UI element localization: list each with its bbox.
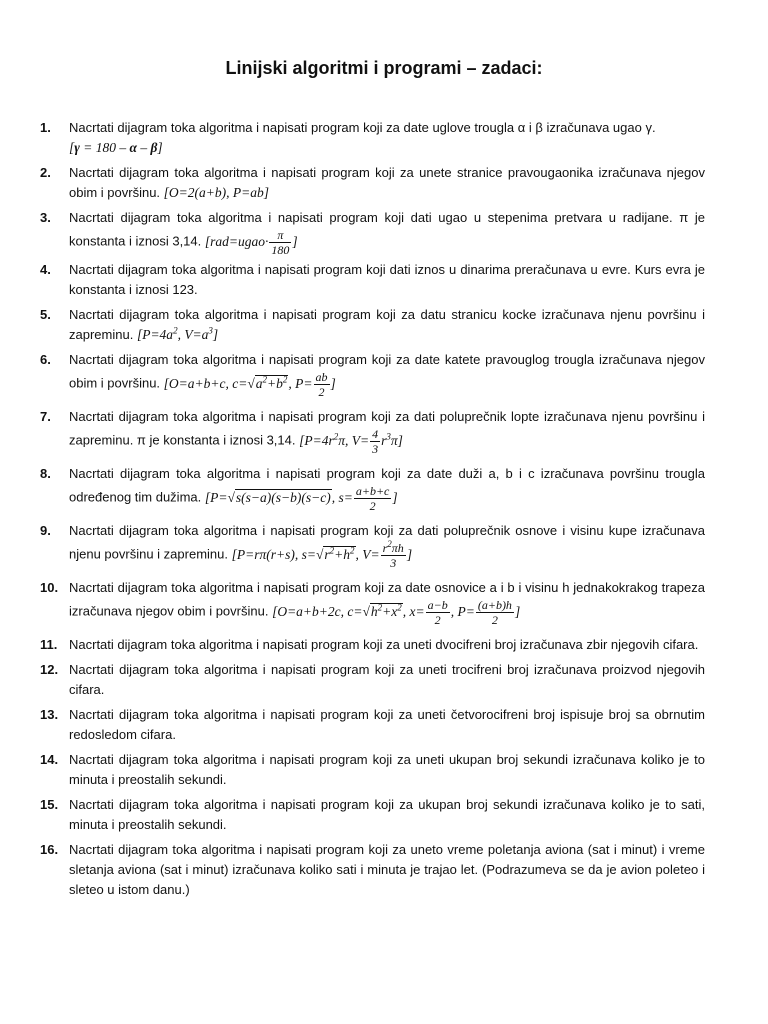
task-formula: [P=√s(s−a)(s−b)(s−c), s= $\frac{a+b+c}{2}$ ]	[204, 484, 398, 513]
task-item	[40, 840, 705, 900]
task-text: Nacrtati dijagram toka algoritma i napisati program koji dati ugao u stepenima pretvara u radijane. π je konstanta i iznosi 3,14.	[69, 210, 705, 249]
task-text: Nacrtati dijagram toka algoritma i napisati program koji za date osnovice a i b i visinu h jednakokrakog trapeza izračunava njegov obim i površinu.	[69, 580, 705, 619]
task-text: Nacrtati dijagram toka algoritma i napisati program koji za date katete pravouglog trougla izračunava njegov obim i površinu.	[69, 352, 705, 391]
task-text: Nacrtati dijagram toka algoritma i napisati program koji za dati poluprečnik osnove i visinu kupe izračunava njenu površinu i zapreminu.	[69, 523, 705, 562]
task-text: Nacrtati dijagram toka algoritma i napisati program koji dati iznos u dinarima preračunava u evre. Kurs evra je konstanta i iznosi 123.	[69, 262, 705, 297]
task-item	[40, 750, 705, 790]
task-item	[40, 705, 705, 745]
task-item	[40, 260, 705, 300]
task-number: 7.	[40, 409, 51, 424]
task-number: 6.	[40, 352, 51, 367]
task-text: Nacrtati dijagram toka algoritma i napisati program koji za ukupan broj sekundi izračunava koliko je to sati, minuta i preostalih sekundi.	[69, 797, 705, 832]
task-item	[40, 350, 705, 399]
task-text: Nacrtati dijagram toka algoritma i napisati program koji za date duži a, b i c izračunava površinu trougla određenog tim dužima.	[69, 466, 705, 505]
task-number: 4.	[40, 262, 51, 277]
task-number: 10.	[40, 580, 59, 595]
task-text: Nacrtati dijagram toka algoritma i napisati program koji za date uglove trougla α i β izračunava ugao γ.	[69, 120, 656, 135]
task-number: 2.	[40, 165, 51, 180]
task-formula: [O=2(a+b), P=ab]	[163, 185, 269, 200]
task-number: 5.	[40, 307, 51, 322]
task-number: 12.	[40, 662, 59, 677]
task-item	[40, 208, 705, 257]
task-formula: [O=a+b+c, $c=√a^2+b^2$, P= $\frac{ab}{2}$ ]	[163, 370, 336, 399]
task-item	[40, 635, 705, 655]
task-number: 16.	[40, 842, 59, 857]
task-text: Nacrtati dijagram toka algoritma i napisati program koji za datu stranicu kocke izračunava njenu površinu i zapreminu.	[69, 307, 705, 342]
task-item	[40, 407, 705, 456]
task-number: 1.	[40, 120, 51, 135]
task-number: 14.	[40, 752, 59, 767]
task-number: 8.	[40, 466, 51, 481]
task-formula: [$P=4r^2\pi$, V= $\frac{4}{3}$ $r^3\pi$]	[299, 427, 403, 456]
task-item	[40, 660, 705, 700]
task-item	[40, 578, 705, 627]
task-formula: [rad=ugao· $\frac{\pi}{180}$ ]	[204, 228, 298, 257]
task-number: 11.	[40, 637, 58, 652]
task-text: Nacrtati dijagram toka algoritma i napisati program koji za uneti dvocifreni broj izračunava zbir njegovih cifara.	[69, 637, 699, 652]
task-number: 3.	[40, 210, 51, 225]
task-formula: [γ = 180 – α – β]	[69, 140, 163, 155]
task-formula: [O=a+b+2c, $c=√h^2+x^2$, x= $\frac{a-b}{2}$ , P= $\frac{(a+b)h}{2}$ ]	[272, 598, 521, 627]
task-number: 13.	[40, 707, 59, 722]
task-item	[40, 305, 705, 345]
task-formula: [$P=4a^2$, $V=a^3$]	[136, 325, 219, 342]
task-item	[40, 464, 705, 513]
task-number: 15.	[40, 797, 59, 812]
task-text: Nacrtati dijagram toka algoritma i napisati program koji za uneti ukupan broj sekundi izračunava koliko je to minuta i preostalih sekundi.	[69, 752, 705, 787]
page-title: Linijski algoritmi i programi – zadaci:	[225, 58, 543, 78]
task-list	[40, 118, 705, 900]
task-item	[40, 795, 705, 835]
task-item	[40, 118, 705, 158]
task-text: Nacrtati dijagram toka algoritma i napisati program koji za unete stranice pravougaonika izračunava njegov obim i površinu.	[69, 165, 705, 200]
task-number: 9.	[40, 523, 51, 538]
task-text: Nacrtati dijagram toka algoritma i napisati program koji za uneti trocifreni broj izračunava proizvod njegovih cifara.	[69, 662, 705, 697]
task-text: Nacrtati dijagram toka algoritma i napisati program koji za uneti četvorocifreni broj ispisuje broj sa obrnutim redosledom cifara.	[69, 707, 705, 742]
task-item	[40, 521, 705, 570]
task-item	[40, 163, 705, 203]
task-formula: [P=rπ(r+s), $s=√r^2+h^2$, V= $\frac{r^2\pi h}{3}$ ]	[231, 539, 413, 570]
task-text: Nacrtati dijagram toka algoritma i napisati program koji za dati poluprečnik lopte izračunava njenu površinu i zapreminu. π je konstanta i iznosi 3,14.	[69, 409, 705, 448]
task-text: Nacrtati dijagram toka algoritma i napisati program koji za uneto vreme poletanja aviona (sat i minut) i vreme sletanja aviona (sat i minut) izračunava koliko sati i minuta je trajao let. (Podrazumeva se da je avion poleteo i sleteo u istom danu.)	[69, 842, 705, 897]
